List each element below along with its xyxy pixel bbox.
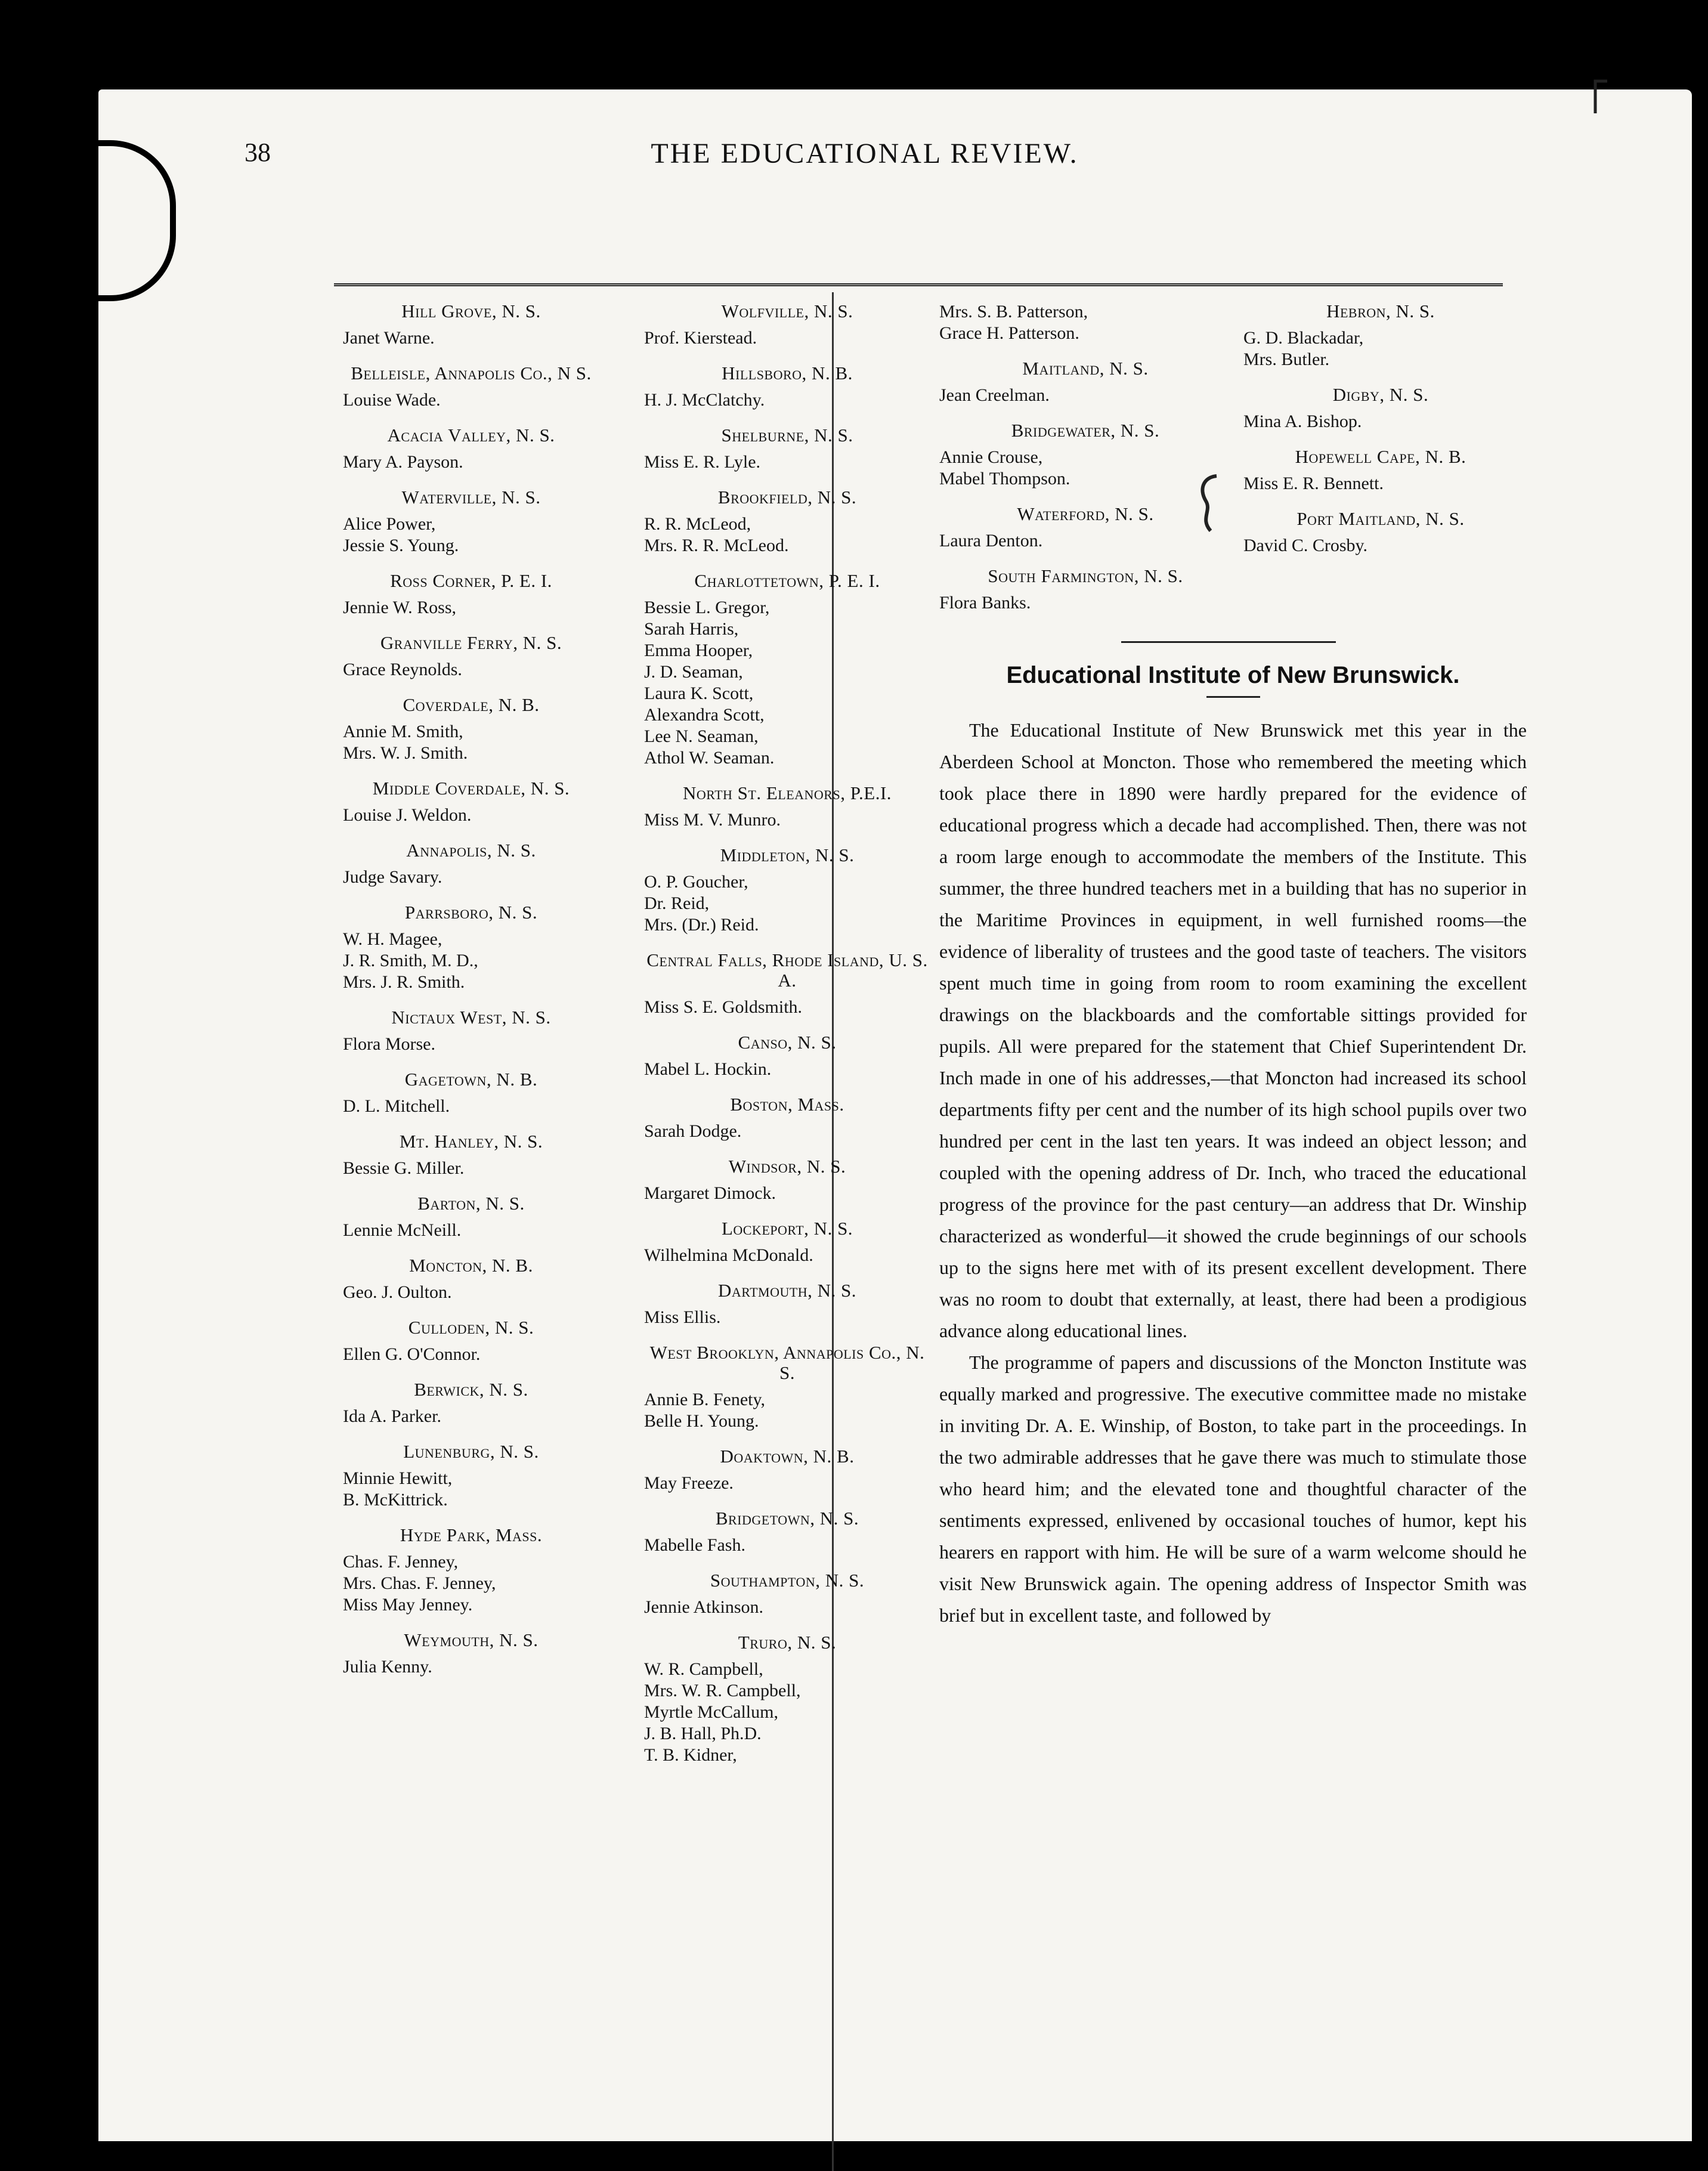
attendee-name: Geo. J. Oulton.	[343, 1282, 452, 1302]
attendee-group	[343, 778, 599, 826]
attendee-column-3	[939, 301, 1232, 628]
attendee-name: Ellen G. O'Connor.	[343, 1344, 481, 1364]
attendee-name: J. B. Hall, Ph.D.	[644, 1724, 762, 1743]
attendee-name: Laura Denton.	[939, 531, 1043, 551]
attendee-group	[343, 363, 599, 411]
place-heading: Port Maitland, N. S.	[1297, 508, 1465, 529]
place-heading: Middleton, N. S.	[720, 845, 855, 865]
attendee-group	[644, 425, 930, 473]
place-heading: Doaktown, N. B.	[720, 1446, 855, 1467]
running-title: THE EDUCATIONAL REVIEW.	[651, 138, 1079, 169]
attendee-group	[939, 504, 1232, 552]
place-heading: Hopewell Cape, N. B.	[1295, 446, 1466, 467]
attendee-name: Belle H. Young.	[644, 1411, 759, 1431]
attendee-group	[343, 571, 599, 618]
attendee-name: Jean Creelman.	[939, 385, 1050, 405]
corner-bracket-mark	[1589, 78, 1613, 119]
attendee-name: Chas. F. Jenney,	[343, 1552, 459, 1572]
attendee-name: Mary A. Payson.	[343, 452, 463, 472]
place-heading: Lunenburg, N. S.	[403, 1441, 539, 1462]
attendee-name: May Freeze.	[644, 1473, 734, 1493]
attendee-group	[1243, 447, 1518, 494]
attendee-name: Myrtle McCallum,	[644, 1702, 778, 1722]
attendee-name: Miss E. R. Lyle.	[644, 452, 761, 472]
place-heading: Hill Grove, N. S.	[401, 301, 541, 321]
attendee-group	[343, 1380, 599, 1427]
attendee-name: Flora Banks.	[939, 593, 1031, 613]
place-heading: Brookfield, N. S.	[717, 487, 857, 508]
attendee-name: Prof. Kierstead.	[644, 328, 757, 348]
article-title: Educational Institute of New Brunswick.	[1006, 662, 1460, 688]
attendee-column-4	[1243, 301, 1518, 571]
attendee-name: Bessie G. Miller.	[343, 1158, 465, 1178]
attendee-name: Julia Kenny.	[343, 1657, 432, 1677]
attendee-name: Margaret Dimock.	[644, 1183, 776, 1203]
place-heading: Acacia Valley, N. S.	[387, 425, 555, 446]
attendee-group	[343, 425, 599, 473]
attendee-name: Dr. Reid,	[644, 893, 710, 913]
attendee-group	[1243, 509, 1518, 556]
attendee-name: Sarah Harris,	[644, 619, 739, 639]
place-heading: Charlottetown, P. E. I.	[694, 570, 880, 591]
place-heading: Boston, Mass.	[730, 1094, 844, 1115]
attendee-name: Mrs. Butler.	[1243, 350, 1330, 369]
attendee-group	[644, 1632, 930, 1766]
attendee-group	[644, 1446, 930, 1494]
attendee-group	[644, 571, 930, 769]
place-heading: Maitland, N. S.	[1022, 358, 1149, 379]
attendee-group	[644, 487, 930, 556]
attendee-name: T. B. Kidner,	[644, 1745, 737, 1765]
attendee-group	[343, 1255, 599, 1303]
place-heading: Lockeport, N. S.	[721, 1218, 853, 1239]
attendee-name: B. McKittrick.	[343, 1490, 448, 1510]
attendee-group	[343, 633, 599, 681]
attendee-name: Alice Power,	[343, 514, 436, 534]
binding-hole-mark	[98, 140, 176, 301]
place-heading: Middle Coverdale, N. S.	[372, 778, 570, 799]
article-paragraph: The programme of papers and discussions of the Moncton Institute was equally marked and progressive. The executive committee made no mistake in inviting Dr. A. E. Winship, of Boston, to take part in the proceedings. In the two admirable addresses that he gave there was much to stimulate those who heard him; and the elevated tone and thoughtful character of the sentiments expressed, enlivened by occasional touches of humor, kept his hearers en rapport with him. He will be sure of a warm welcome should he visit New Brunswick again. The opening address of Inspector Smith was brief but in excellent taste, and followed by	[939, 1352, 1527, 1626]
attendee-name: Miss May Jenney.	[343, 1595, 473, 1615]
attendee-name: Annie B. Fenety,	[644, 1390, 766, 1409]
attendee-group	[343, 1630, 599, 1678]
attendee-group	[343, 1525, 599, 1616]
article-paragraph: The Educational Institute of New Brunswick met this year in the Aberdeen School at Moncton. Those who remembered the meeting which took place there in 1890 were hardly prepared for the evidence of educational progress which a decade had accomplished. Then, there was not a room large enough to accommodate the members of the Institute. This summer, the three hundred teachers met in a building that has no superior in the Maritime Provinces in equipment, in well furnished rooms—the evidence of liberality of trustees and the good taste of teachers. The visitors spent much time in going from room to room examining the excellent drawings on the blackboards and the comfortable sittings provided for pupils. All were prepared for the statement that Chief Superintendent Dr. Inch made in one of his addresses,—that Moncton had increased its school departments fifty per cent and the number of its high school pupils over two hundred per cent in the last ten years. It was indeed an object lesson; and coupled with the opening address of Dr. Inch, who traced the educational progress of the province for the past century—an address that Dr. Winship characterized as wonderful—it showed the crude beginnings of our schools up to the signs here met with of its present excellent development. There was no room to doubt that externally, at least, there had been a prodigious advance along educational lines.	[939, 719, 1527, 1341]
attendee-group	[644, 845, 930, 936]
place-heading: West Brooklyn, Annapolis Co., N. S.	[649, 1342, 925, 1383]
attendee-name: R. R. McLeod,	[644, 514, 751, 534]
place-heading: Nictaux West, N. S.	[391, 1007, 551, 1028]
attendee-name: Jennie Atkinson.	[644, 1597, 763, 1617]
attendee-group	[644, 301, 930, 349]
attendee-name: Miss M. V. Munro.	[644, 810, 781, 830]
place-heading: Waterford, N. S.	[1017, 503, 1154, 524]
place-heading: Hyde Park, Mass.	[400, 1524, 543, 1545]
place-heading: Gagetown, N. B.	[404, 1069, 538, 1090]
attendee-name: Grace Reynolds.	[343, 660, 462, 679]
place-heading: Coverdale, N. B.	[403, 694, 540, 715]
place-heading: Digby, N. S.	[1332, 384, 1429, 405]
attendee-name: H. J. McClatchy.	[644, 390, 765, 410]
attendee-group	[644, 1032, 930, 1080]
attendee-group	[644, 1343, 930, 1432]
attendee-group	[343, 1131, 599, 1179]
attendee-group	[1243, 301, 1518, 370]
attendee-name: D. L. Mitchell.	[343, 1096, 450, 1116]
attendee-name: Lennie McNeill.	[343, 1220, 462, 1240]
place-heading: Barton, N. S.	[417, 1193, 525, 1214]
attendee-name: Mabel L. Hockin.	[644, 1059, 772, 1079]
attendee-name: Mabelle Fash.	[644, 1535, 745, 1555]
header-rule	[334, 283, 1503, 286]
place-heading: Parrsboro, N. S.	[404, 902, 538, 923]
title-rule	[1206, 696, 1260, 698]
attendee-column-2	[644, 301, 930, 1780]
attendee-name: Miss Ellis.	[644, 1307, 721, 1327]
attendee-name: Mrs. W. R. Campbell,	[644, 1681, 801, 1700]
attendee-name: Miss S. E. Goldsmith.	[644, 997, 803, 1017]
attendee-group	[343, 1007, 599, 1055]
attendee-name: Ida A. Parker.	[343, 1406, 441, 1426]
place-heading: Canso, N. S.	[738, 1032, 837, 1053]
attendee-group	[644, 1156, 930, 1204]
attendee-group	[343, 1318, 599, 1365]
attendee-group	[343, 1069, 599, 1117]
attendee-group	[644, 1508, 930, 1556]
attendee-column-1	[343, 301, 599, 1692]
attendee-name: Janet Warne.	[343, 328, 435, 348]
attendee-name: Mabel Thompson.	[939, 469, 1070, 488]
attendee-group	[1243, 385, 1518, 432]
attendee-group	[343, 840, 599, 888]
place-heading: Ross Corner, P. E. I.	[390, 570, 552, 591]
place-heading: Hillsboro, N. B.	[722, 363, 853, 384]
place-heading: Shelburne, N. S.	[721, 425, 853, 446]
attendee-name: Mrs. S. B. Patterson,	[939, 302, 1088, 321]
attendee-group	[644, 950, 930, 1018]
place-heading: Southampton, N. S.	[710, 1570, 865, 1591]
attendee-name: Wilhelmina McDonald.	[644, 1245, 813, 1265]
attendee-group	[343, 695, 599, 764]
attendee-group	[644, 1219, 930, 1266]
attendee-group	[644, 363, 930, 411]
attendee-name: W. R. Campbell,	[644, 1659, 763, 1679]
place-heading: Bridgetown, N. S.	[715, 1508, 859, 1529]
place-heading: Dartmouth, N. S.	[717, 1280, 857, 1301]
attendee-group	[939, 301, 1232, 344]
attendee-name: W. H. Magee,	[343, 929, 443, 949]
place-heading: Wolfville, N. S.	[721, 301, 853, 321]
attendee-name: Louise Wade.	[343, 390, 441, 410]
attendee-name: Judge Savary.	[343, 867, 443, 887]
attendee-name: Annie M. Smith,	[343, 722, 463, 741]
attendee-name: O. P. Goucher,	[644, 872, 748, 892]
attendee-name: Mrs. W. J. Smith.	[343, 743, 468, 763]
attendee-name: Mina A. Bishop.	[1243, 412, 1362, 431]
section-rule	[1121, 641, 1336, 643]
place-heading: North St. Eleanors, P.E.I.	[682, 783, 892, 803]
place-heading: Waterville, N. S.	[401, 487, 541, 508]
attendee-group	[939, 358, 1232, 406]
place-heading: Bridgewater, N. S.	[1011, 420, 1160, 441]
attendee-name: G. D. Blackadar,	[1243, 328, 1364, 348]
place-heading: Granville Ferry, N. S.	[380, 632, 562, 653]
place-heading: Moncton, N. B.	[409, 1255, 533, 1276]
article	[939, 662, 1527, 1631]
attendee-name: Laura K. Scott,	[644, 684, 754, 703]
place-heading: South Farmington, N. S.	[988, 565, 1183, 586]
attendee-name: Lee N. Seaman,	[644, 726, 759, 746]
attendee-name: J. D. Seaman,	[644, 662, 743, 682]
place-heading: Windsor, N. S.	[728, 1156, 846, 1177]
place-heading: Culloden, N. S.	[408, 1317, 534, 1338]
attendee-group	[343, 301, 599, 349]
attendee-name: Flora Morse.	[343, 1034, 435, 1054]
place-heading: Berwick, N. S.	[414, 1379, 528, 1400]
place-heading: Weymouth, N. S.	[404, 1629, 539, 1650]
attendee-group	[939, 566, 1232, 614]
attendee-name: Jessie S. Young.	[343, 536, 459, 555]
attendee-name: Mrs. Chas. F. Jenney,	[343, 1573, 496, 1593]
attendee-group	[644, 783, 930, 831]
attendee-name: David C. Crosby.	[1243, 536, 1368, 555]
place-heading: Truro, N. S.	[738, 1632, 837, 1653]
attendee-name: Jennie W. Ross,	[343, 598, 457, 617]
attendee-group	[644, 1281, 930, 1328]
attendee-name: Sarah Dodge.	[644, 1121, 742, 1141]
attendee-name: Mrs. J. R. Smith.	[343, 972, 465, 992]
attendee-name: Grace H. Patterson.	[939, 323, 1079, 343]
attendee-name: J. R. Smith, M. D.,	[343, 951, 478, 970]
attendee-group	[343, 1442, 599, 1511]
attendee-name: Annie Crouse,	[939, 447, 1043, 467]
attendee-group	[644, 1570, 930, 1618]
place-heading: Belleisle, Annapolis Co., N S.	[351, 363, 592, 384]
attendee-name: Minnie Hewitt,	[343, 1468, 453, 1488]
place-heading: Central Falls, Rhode Island, U. S. A.	[646, 950, 928, 991]
attendee-group	[343, 487, 599, 556]
attendee-name: Mrs. (Dr.) Reid.	[644, 915, 759, 935]
attendee-name: Miss E. R. Bennett.	[1243, 474, 1384, 493]
attendee-group	[343, 1193, 599, 1241]
page-number: 38	[245, 138, 271, 167]
place-heading: Annapolis, N. S.	[406, 840, 536, 861]
ink-flourish-mark	[1193, 471, 1229, 537]
attendee-name: Emma Hooper,	[644, 641, 753, 660]
attendee-name: Louise J. Weldon.	[343, 805, 472, 825]
attendee-group	[343, 902, 599, 993]
place-heading: Hebron, N. S.	[1326, 301, 1435, 321]
attendee-group	[644, 1094, 930, 1142]
attendee-group	[939, 420, 1232, 490]
attendee-name: Alexandra Scott,	[644, 705, 765, 725]
attendee-name: Athol W. Seaman.	[644, 748, 775, 768]
attendee-name: Bessie L. Gregor,	[644, 598, 770, 617]
attendee-name: Mrs. R. R. McLeod.	[644, 536, 789, 555]
page-header	[245, 137, 1485, 191]
place-heading: Mt. Hanley, N. S.	[399, 1131, 543, 1152]
